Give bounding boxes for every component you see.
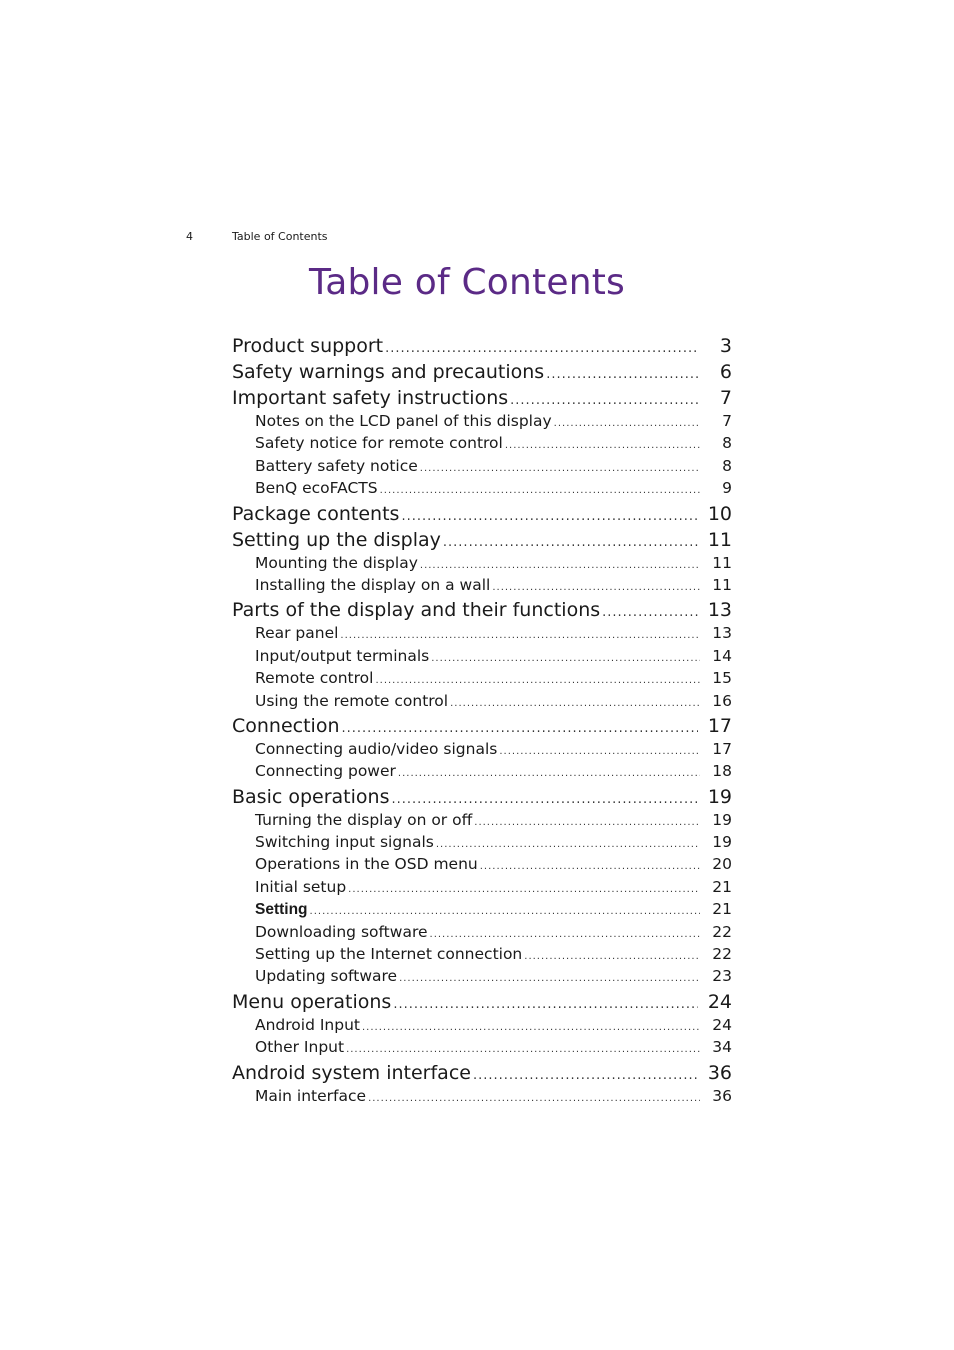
toc-section-entry[interactable] [232, 809, 732, 831]
toc-entry-label: Safety notice for remote control [255, 434, 503, 453]
toc-entry-label: Updating software [255, 967, 398, 986]
toc-entry-label: Setting up the Internet connection [255, 945, 523, 964]
toc-entry-page-number: 22 [712, 945, 732, 964]
running-title: Table of Contents [232, 230, 328, 243]
toc-section-entry[interactable] [232, 1085, 732, 1107]
toc-chapter-entry[interactable] [232, 334, 732, 358]
dot-leader [398, 763, 700, 785]
toc-entry-page-number: 17 [707, 714, 732, 737]
toc-entry-page-number: 18 [712, 762, 732, 781]
toc-entry-label: Main interface [255, 1086, 367, 1105]
toc-entry-page-number: 21 [712, 877, 732, 896]
toc-entry-label: Setting [255, 901, 308, 919]
toc-entry-label: Initial setup [255, 877, 347, 896]
toc-entry-label: Important safety instructions [232, 387, 509, 409]
dot-leader [380, 480, 700, 502]
toc-section-entry[interactable] [232, 690, 732, 712]
toc-entry-label: Using the remote control [255, 691, 449, 710]
toc-entry-label: Package contents [232, 502, 400, 525]
toc-chapter-entry[interactable] [232, 714, 732, 738]
dot-leader [480, 856, 700, 878]
toc-entry-label: Installing the display on a wall [255, 575, 491, 594]
toc-entry-label: Input/output terminals [255, 646, 430, 665]
dot-leader [474, 812, 700, 834]
toc-entry-page-number: 7 [719, 387, 732, 409]
page-title: Table of Contents [308, 262, 625, 303]
toc-chapter-entry[interactable] [232, 1061, 732, 1085]
toc-entry-page-number: 34 [712, 1038, 732, 1057]
toc-entry-label: Setting up the display [232, 528, 441, 551]
toc-entry-label: Menu operations [232, 990, 392, 1013]
dot-leader [602, 601, 698, 625]
toc-chapter-entry[interactable] [232, 990, 732, 1014]
toc-entry-page-number: 3 [719, 335, 732, 357]
toc-entry-label: Notes on the LCD panel of this display [255, 412, 552, 430]
toc-section-entry[interactable] [232, 667, 732, 689]
toc-entry-page-number: 11 [712, 575, 732, 594]
toc-entry-label: Connection [232, 714, 340, 737]
toc-entry-page-number: 13 [712, 624, 732, 643]
toc-entry-page-number: 16 [712, 691, 732, 710]
toc-entry-page-number: 24 [712, 1015, 732, 1034]
dot-leader [348, 879, 700, 901]
page-number: 4 [186, 230, 193, 243]
toc-section-entry[interactable] [232, 574, 732, 596]
toc-chapter-entry[interactable] [232, 502, 732, 526]
toc-entry-label: Downloading software [255, 922, 428, 941]
toc-entry-page-number: 14 [712, 646, 732, 665]
dot-leader [368, 1088, 700, 1110]
toc-section-entry[interactable] [232, 943, 732, 965]
toc-entry-page-number: 11 [712, 553, 732, 572]
toc-entry-page-number: 15 [712, 669, 732, 688]
toc-section-entry[interactable] [232, 831, 732, 853]
toc-section-entry[interactable] [232, 876, 732, 898]
toc-entry-label: Android Input [255, 1015, 360, 1034]
toc-entry-page-number: 17 [712, 739, 732, 758]
dot-leader [420, 458, 700, 480]
dot-leader [362, 1017, 700, 1039]
toc-entry-page-number: 7 [722, 412, 732, 430]
dot-leader [346, 1039, 700, 1061]
toc-entry-page-number: 11 [707, 528, 732, 551]
dot-leader [473, 1064, 698, 1088]
toc-entry-label: Parts of the display and their functions [232, 599, 601, 622]
dot-leader [450, 693, 700, 715]
toc-section-entry[interactable] [232, 455, 732, 477]
toc-entry-page-number: 22 [712, 922, 732, 941]
toc-entry-page-number: 8 [722, 434, 732, 453]
toc-chapter-entry[interactable] [232, 598, 732, 622]
toc-chapter-entry[interactable] [232, 785, 732, 809]
toc-entry-label: Remote control [255, 669, 374, 688]
toc-entry-page-number: 13 [707, 599, 732, 622]
toc-entry-label: BenQ ecoFACTS [255, 479, 378, 498]
dot-leader [443, 531, 698, 555]
dot-leader [431, 648, 700, 670]
toc-section-entry[interactable] [232, 921, 732, 943]
toc-section-entry[interactable] [232, 1014, 732, 1036]
dot-leader [492, 577, 700, 599]
toc-entry-page-number: 19 [712, 810, 732, 829]
toc-chapter-entry[interactable] [232, 360, 732, 384]
toc-entry-label: Connecting power [255, 762, 396, 781]
toc-section-entry[interactable] [232, 552, 732, 574]
toc-chapter-entry[interactable] [232, 528, 732, 552]
toc-entry-label: Safety warnings and precautions [232, 361, 545, 383]
toc-section-entry[interactable] [232, 1036, 732, 1058]
toc-entry-label: Connecting audio/video signals [255, 739, 498, 758]
toc-section-entry[interactable] [232, 898, 732, 920]
toc-entry-page-number: 24 [707, 990, 732, 1013]
dot-leader [554, 413, 700, 435]
toc-section-entry[interactable] [232, 965, 732, 987]
toc-entry-label: Android system interface [232, 1061, 471, 1084]
dot-leader [393, 993, 698, 1017]
toc-entry-page-number: 36 [707, 1061, 732, 1084]
toc-entry-page-number: 19 [712, 833, 732, 852]
dot-leader [524, 946, 700, 968]
dot-leader [385, 337, 698, 361]
table-of-contents [232, 334, 732, 1107]
toc-section-entry[interactable] [232, 622, 732, 644]
toc-entry-page-number: 10 [707, 502, 732, 525]
toc-entry-page-number: 8 [722, 456, 732, 475]
dot-leader [401, 505, 698, 529]
dot-leader [399, 968, 700, 990]
dot-leader [546, 363, 698, 387]
toc-entry-page-number: 6 [719, 361, 732, 383]
dot-leader [499, 741, 700, 763]
toc-entry-label: Product support [232, 335, 384, 357]
toc-entry-page-number: 36 [712, 1086, 732, 1105]
toc-section-entry[interactable] [232, 645, 732, 667]
toc-section-entry[interactable] [232, 477, 732, 499]
toc-entry-label: Switching input signals [255, 833, 434, 852]
dot-leader [505, 435, 700, 457]
toc-section-entry[interactable] [232, 410, 732, 432]
toc-entry-label: Turning the display on or off [255, 810, 473, 829]
toc-section-entry[interactable] [232, 432, 732, 454]
toc-section-entry[interactable] [232, 853, 732, 875]
toc-entry-page-number: 23 [712, 967, 732, 986]
toc-entry-page-number: 9 [722, 479, 732, 498]
toc-section-entry[interactable] [232, 738, 732, 760]
toc-entry-label: Rear panel [255, 624, 339, 643]
toc-entry-label: Other Input [255, 1038, 345, 1057]
toc-chapter-entry[interactable] [232, 386, 732, 410]
toc-section-entry[interactable] [232, 760, 732, 782]
toc-entry-label: Battery safety notice [255, 456, 418, 475]
toc-entry-page-number: 19 [707, 785, 732, 808]
toc-entry-page-number: 20 [712, 855, 732, 874]
toc-entry-label: Basic operations [232, 785, 390, 808]
toc-entry-page-number: 21 [712, 900, 732, 919]
toc-entry-label: Operations in the OSD menu [255, 855, 478, 874]
toc-entry-label: Mounting the display [255, 553, 418, 572]
